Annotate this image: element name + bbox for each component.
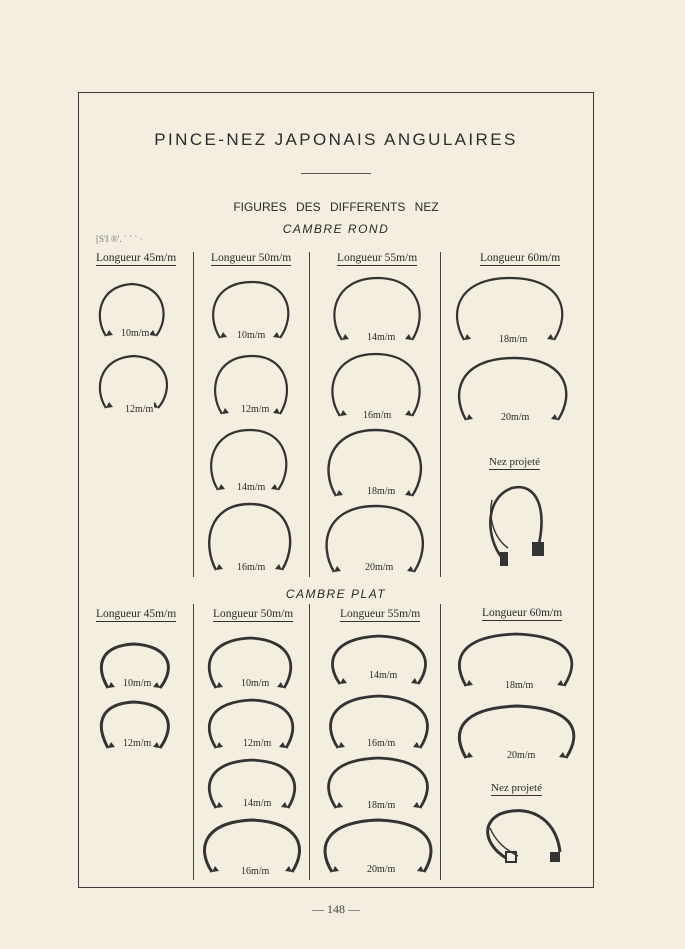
size-label: 16m/m: [367, 738, 396, 749]
column-divider: [440, 604, 441, 880]
column-divider: [193, 252, 194, 577]
size-label: 10m/m: [241, 678, 270, 689]
column-divider: [309, 252, 310, 577]
size-label: 20m/m: [367, 864, 396, 875]
column-label-plat-50: Longueur 50m/m: [213, 608, 294, 620]
size-label: 12m/m: [123, 738, 152, 749]
column-label-plat-55: Longueur 55m/m: [340, 608, 421, 620]
size-label: 18m/m: [499, 334, 528, 345]
column-divider: [440, 252, 441, 577]
column-divider: [193, 604, 194, 880]
size-label: 14m/m: [367, 332, 396, 343]
size-label: 12m/m: [243, 738, 272, 749]
column-label-rond-50: Longueur 50m/m: [211, 252, 292, 264]
frame-drawing-flat: [324, 630, 434, 692]
column-label-rond-60: Longueur 60m/m: [480, 252, 561, 264]
size-label: 16m/m: [241, 866, 270, 877]
section-title-cambre-plat: CAMBRE PLAT: [285, 587, 387, 601]
size-label: 10m/m: [123, 678, 152, 689]
size-label: 12m/m: [125, 404, 154, 415]
size-label: 18m/m: [367, 800, 396, 811]
size-label: 18m/m: [505, 680, 534, 691]
size-label: 14m/m: [243, 798, 272, 809]
column-label-rond-45: Longueur 45m/m: [96, 252, 177, 264]
page-subtitle: FIGURES DES DIFFERENTS NEZ: [233, 200, 439, 214]
nez-projete-drawing: [478, 478, 554, 570]
nez-projete-label-plat: Nez projeté: [491, 782, 542, 794]
size-label: 16m/m: [237, 562, 266, 573]
size-label: 18m/m: [367, 486, 396, 497]
size-label: 12m/m: [241, 404, 270, 415]
nez-projete-label-rond: Nez projeté: [489, 456, 540, 468]
page-number: — 148 —: [312, 902, 360, 916]
column-label-rond-55: Longueur 55m/m: [337, 252, 418, 264]
faint-stamp: [S'I ®'. ` ` ` ·: [96, 234, 143, 244]
title-divider: [301, 173, 371, 174]
size-label: 10m/m: [237, 330, 266, 341]
section-title-cambre-rond: CAMBRE ROND: [282, 222, 390, 236]
size-label: 10m/m: [121, 328, 150, 339]
size-label: 20m/m: [501, 412, 530, 423]
column-divider: [309, 604, 310, 880]
page-title: PINCE-NEZ JAPONAIS ANGULAIRES: [154, 130, 518, 149]
size-label: 14m/m: [237, 482, 266, 493]
size-label: 20m/m: [507, 750, 536, 761]
nez-projete-drawing: [476, 802, 572, 868]
size-label: 16m/m: [363, 410, 392, 421]
column-label-plat-45: Longueur 45m/m: [96, 608, 177, 620]
column-label-plat-60: Longueur 60m/m: [482, 607, 563, 619]
size-label: 20m/m: [365, 562, 394, 573]
size-label: 14m/m: [369, 670, 398, 681]
